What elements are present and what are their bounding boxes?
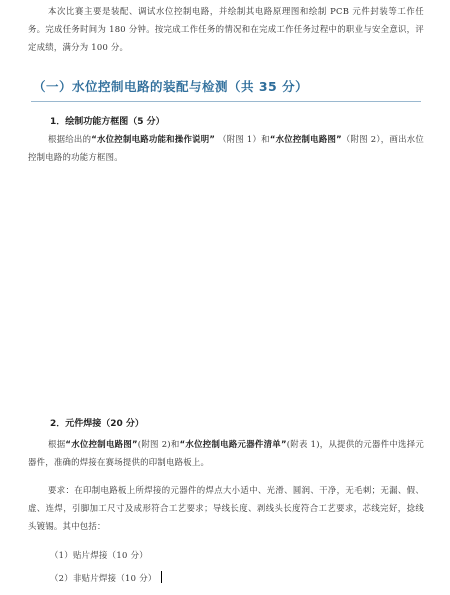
task1-ref-function-doc: “水位控制电路功能和操作说明” (91, 134, 216, 144)
task2-ref-circuit-diagram: “水位控制电路图” (65, 439, 138, 449)
task2-ref-component-list: “水位控制电路元器件清单” (179, 439, 287, 449)
list-item (50, 571, 162, 584)
task1-text-pre: 根据给出的 (48, 134, 92, 144)
task2-heading: 2．元件焊接（20 分） (50, 419, 144, 429)
task2-text-pre: 根据 (48, 439, 66, 449)
task1-text-post: （附图 2），画出水位控制电路的功能方框图。 (28, 134, 425, 162)
task2-text-mid: (附图 2)和 (137, 439, 180, 449)
task1-text-mid: （附图 1）和 (215, 134, 270, 144)
task1-heading: 1．绘制功能方框图（5 分） (50, 117, 165, 127)
intro-paragraph: 本次比赛主要是装配、调试水位控制电路，并绘制其电路原理图和绘制 PCB 元件封装等工作任务。完成任务时间为 180 分钟。按完成工作任务的情况和在完成工作任务过程中的职业与安全意识，评定成绩，满分为 100 分。 (28, 6, 424, 52)
task1-paragraph (28, 130, 424, 166)
task2-paragraph-1 (28, 435, 424, 471)
task1-ref-circuit-diagram: “水位控制电路图” (269, 134, 342, 144)
list-item-label: （2）非贴片焊接（10 分） (50, 573, 157, 583)
task2-text-post: (附表 1)，从提供的元器件中选择元器件，准确的焊接在赛场提供的印制电路板上。 (28, 439, 425, 467)
task2-requirements: 要求：在印制电路板上所焊接的元器件的焊点大小适中、光滑、圆润、干净，无毛刺；无漏、假、虚、连焊，引脚加工尺寸及成形符合工艺要求；导线长度、剥线头长度符合工艺要求，芯线完好，捻线头镀锡。其中包括： (28, 485, 424, 531)
section-divider (31, 101, 421, 102)
section-title: （一）水位控制电路的装配与检测（共 35 分） (33, 79, 309, 94)
list-item: （1）贴片焊接（10 分） (50, 550, 148, 560)
text-cursor (161, 571, 163, 583)
